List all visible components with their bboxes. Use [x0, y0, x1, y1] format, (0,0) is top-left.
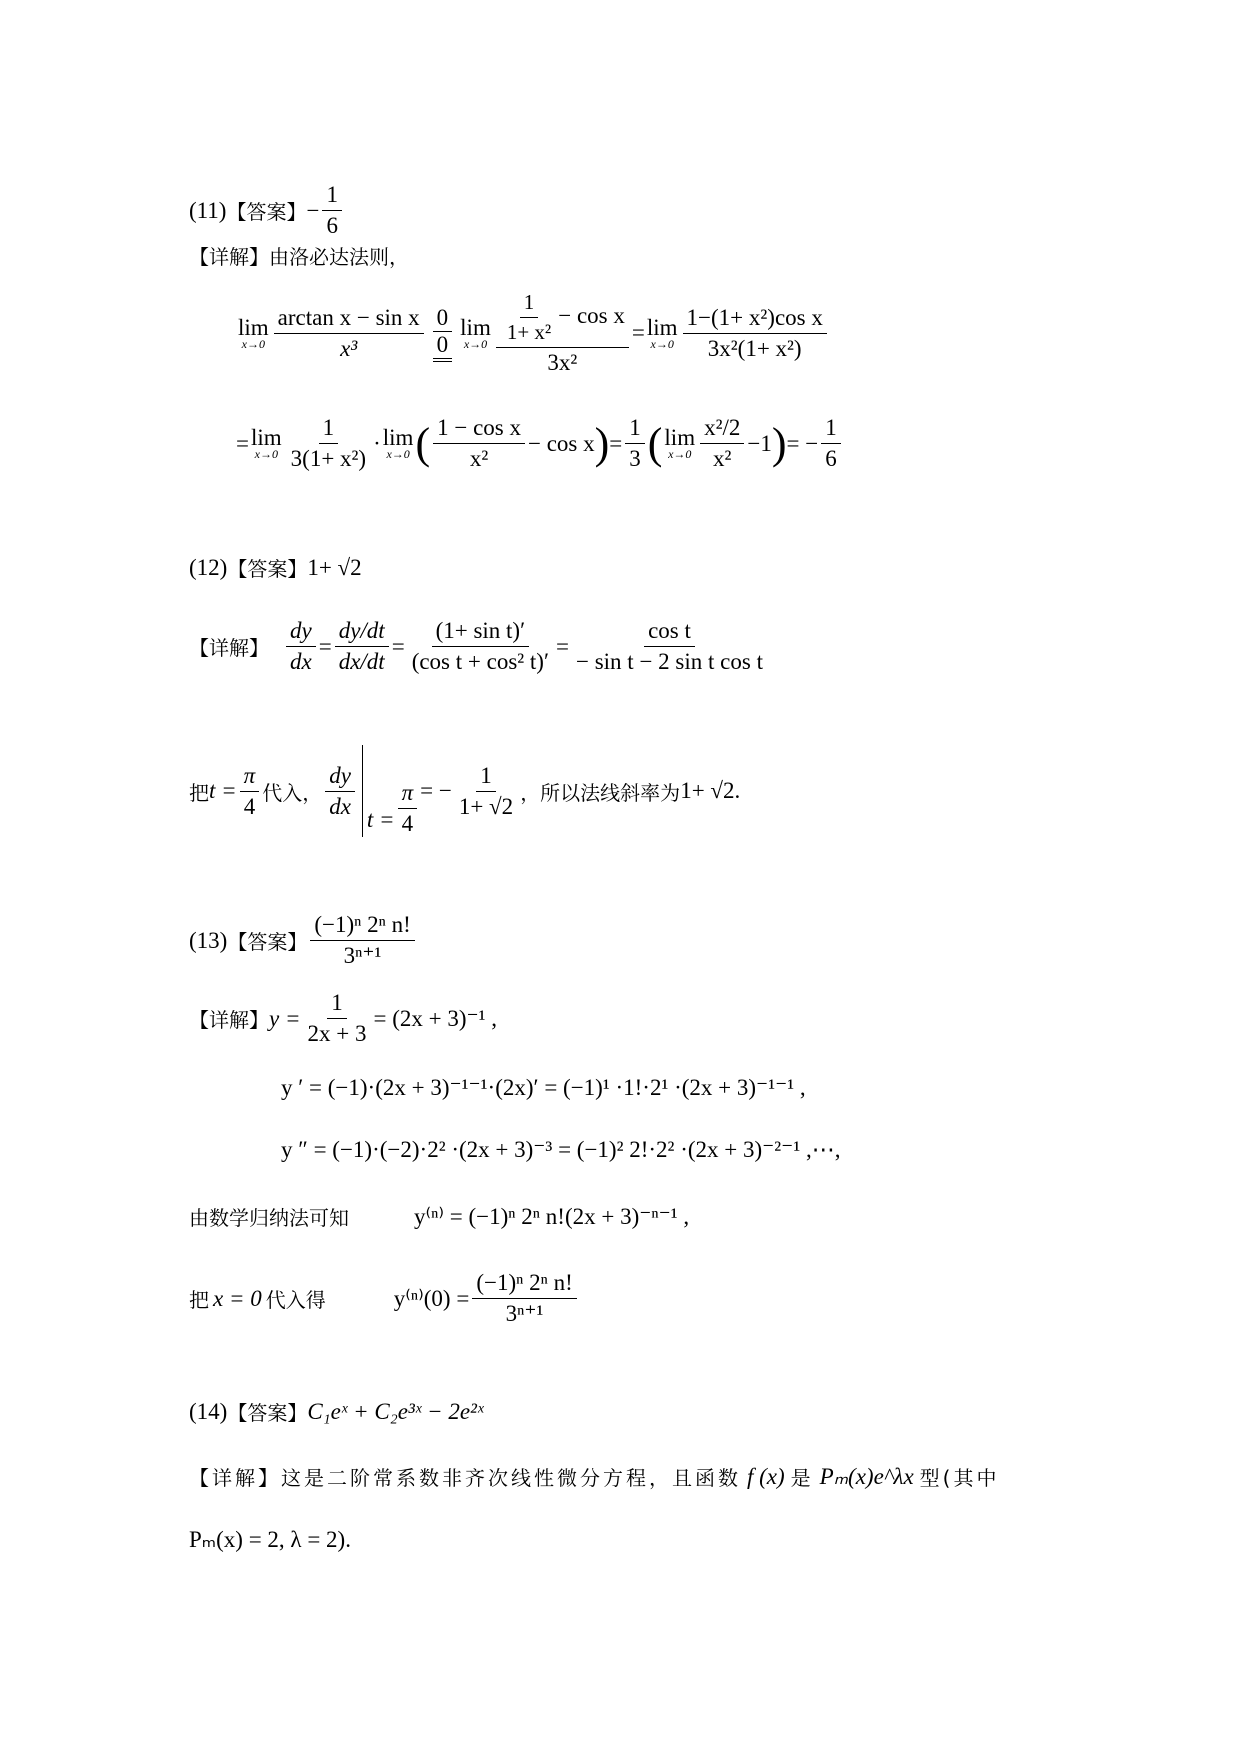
- q13-induction: 由数学归纳法可知 y⁽ⁿ⁾ = (−1)ⁿ 2ⁿ n!(2x + 3)⁻ⁿ⁻¹ ,: [189, 1203, 690, 1230]
- q14-detail: 【详解】这是二阶常系数非齐次线性微分方程，且函数 f (x) 是 Pₘ(x)e^λx 型(其中: [189, 1463, 1000, 1490]
- q14-detail-continued: Pₘ(x) = 2, λ = 2).: [189, 1527, 351, 1552]
- q13-substitution: 把 x = 0 代入得 y⁽ⁿ⁾(0) = $\frac{\text{(−1)ⁿ 2ⁿ n!}}{\text{3ⁿ⁺¹}}$: [189, 1270, 580, 1327]
- q14-answer: (14) 【答案】 C₁eˣ + C₂e³ˣ − 2e²ˣ: [189, 1398, 484, 1425]
- q12-detail: 【详解】 $\frac{dy}{dx}$ = $\frac{dy/dt}{dx/dt}$ = $\frac{\text{(1+ sin t)′}}{\text{(cos t + cos² t)′}}$ = $\frac{\text{cos t}}{\text{− sin t − 2 sin t cos t}}$: [189, 618, 763, 674]
- q13-detail: 【详解】 y = $\frac{1}{2x + 3}$ = (2x + 3)⁻¹ ,: [189, 990, 498, 1046]
- q12-answer: (12) 【答案】 1+ √2: [189, 554, 362, 581]
- evaluation-bar: [362, 745, 363, 837]
- q11-eq2: = lim x→0 $\frac{1}{\text{3(1+ x²)}}$ · lim x→0 ( $\frac{\text{1 − cos x}}{\text{x²}}$ − cos x ) = $\frac{1}{3}$ ( lim x→0 $\frac{\text{x²/2}}{\text{x²}}$ −1 ) = − $\frac{1}{6}$: [236, 415, 844, 472]
- fraction: $\frac{1}{6}$: [322, 182, 342, 239]
- q13-first-derivative: y ′ = (−1)·(2x + 3)⁻¹⁻¹·(2x)′ = (−1)¹ ·1!·2¹ ·(2x + 3)⁻¹⁻¹ ,: [281, 1075, 806, 1100]
- q11-answer: (11) 【答案】 − $\frac{1}{6}$: [189, 182, 345, 239]
- q11-detail: 【详解】由洛必达法则，: [189, 245, 409, 269]
- q13-second-derivative: y ″ = (−1)·(−2)·2² ·(2x + 3)⁻³ = (−1)² 2!·2² ·(2x + 3)⁻²⁻¹ ,⋯,: [281, 1137, 841, 1162]
- lhopital-marker: 0 0: [433, 305, 453, 362]
- q13-answer: (13) 【答案】 $\frac{\text{(−1)ⁿ 2ⁿ n!}}{\text{3ⁿ⁺¹}}$: [189, 912, 418, 969]
- q12-substitution: 把 t = $\frac{\pi}{4}$ 代入， $\frac{dy}{dx}$ t = $\frac{\pi}{4}$ = − $\frac{1}{1+ √2}$ ，所以法线斜率为 1+ √2 .: [189, 745, 740, 837]
- q11-eq1: lim x→0 $\frac{\text{arctan x − sin x}}{\text{x³}}$ 0 0 lim x→0 $\frac{1}{\text{1+ x²}}$ − cos x 3x² = lim x→0 $\frac{\text{1−(1+ x²)cos x}}{\text{3x²(1+ x²)}}$: [236, 290, 830, 376]
